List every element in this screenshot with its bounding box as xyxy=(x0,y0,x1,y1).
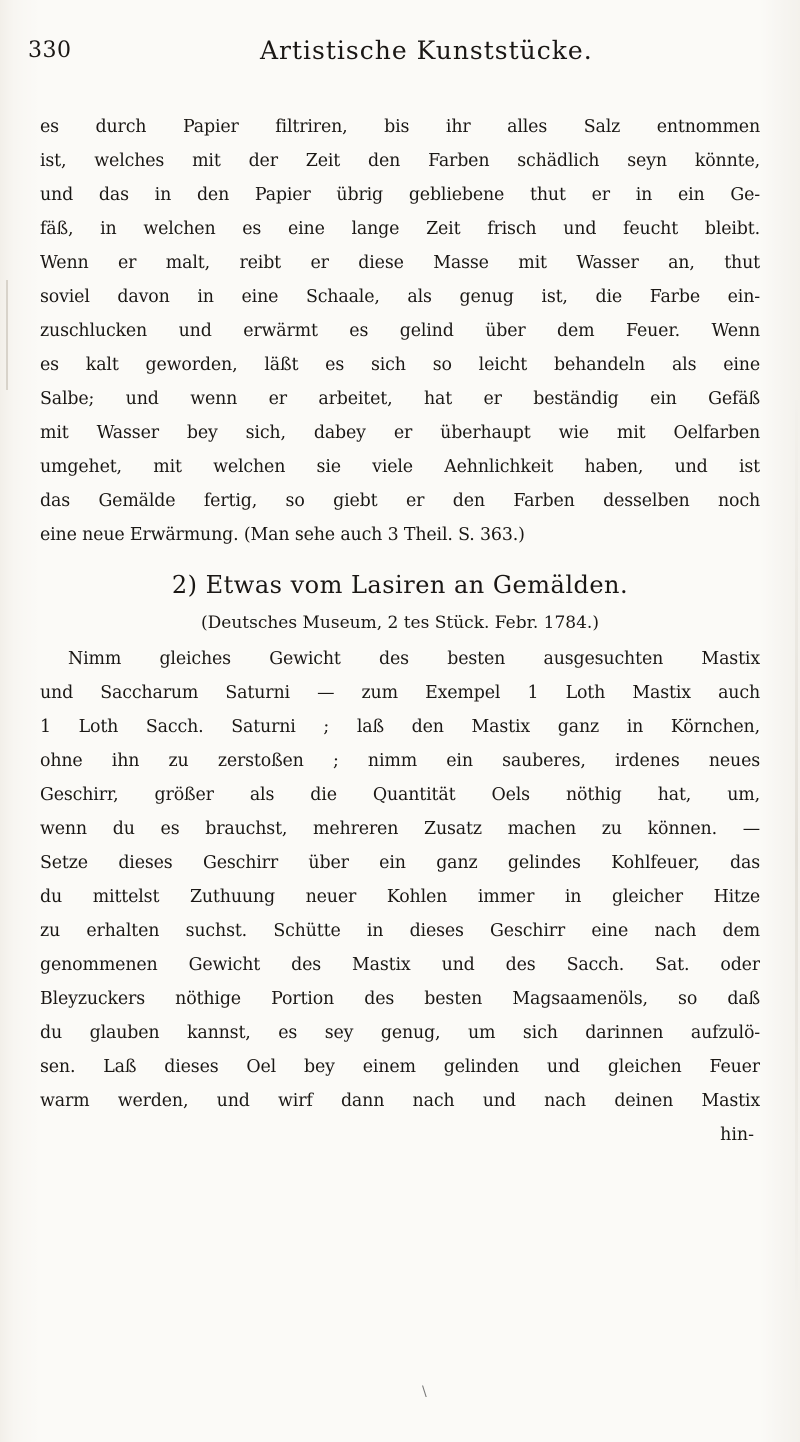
running-title: Artistische Kunststücke. xyxy=(260,36,593,65)
page-number: 330 xyxy=(28,38,72,63)
text-line: Salbe; und wenn er arbeitet, hat er beständig ein Gefäß xyxy=(40,389,760,409)
source-note: (Deutsches Museum, 2 tes Stück. Febr. 1784.) xyxy=(201,613,599,633)
text-line: Geschirr, größer als die Quantität Oels nöthig hat, um, xyxy=(40,785,760,805)
text-line: zuschlucken und erwärmt es gelind über dem Feuer. Wenn xyxy=(40,321,760,341)
text-line: eine neue Erwärmung. (Man sehe auch 3 Theil. S. 363.) xyxy=(40,525,525,545)
text-line: es durch Papier filtriren, bis ihr alles Salz entnommen xyxy=(40,117,760,137)
text-line: zu erhalten suchst. Schütte in dieses Geschirr eine nach dem xyxy=(40,921,760,941)
section-heading: 2) Etwas vom Lasiren an Gemälden. xyxy=(171,571,629,599)
text-line: das Gemälde fertig, so giebt er den Farben desselben noch xyxy=(40,491,760,511)
text-line: fäß, in welchen es eine lange Zeit frisch und feucht bleibt. xyxy=(40,219,760,239)
text-line: es kalt geworden, läßt es sich so leicht behandeln als eine xyxy=(40,355,760,375)
text-line: ist, welches mit der Zeit den Farben schädlich seyn könnte, xyxy=(40,151,760,171)
page-gutter-shadow xyxy=(795,400,798,1300)
print-mark: \ xyxy=(422,1384,427,1400)
text-line: Bleyzuckers nöthige Portion des besten Magsaamenöls, so daß xyxy=(40,989,760,1009)
text-line: du glauben kannst, es sey genug, um sich darinnen aufzulö- xyxy=(40,1023,760,1043)
text-line: 1 Loth Sacch. Saturni ; laß den Mastix ganz in Körnchen, xyxy=(40,717,760,737)
text-line: soviel davon in eine Schaale, als genug ist, die Farbe ein- xyxy=(40,287,760,307)
running-head xyxy=(28,38,768,78)
text-line: genommenen Gewicht des Mastix und des Sacch. Sat. oder xyxy=(40,955,760,975)
text-line: und Saccharum Saturni — zum Exempel 1 Loth Mastix auch xyxy=(40,683,760,703)
page-edge-mark xyxy=(6,280,8,390)
text-line: wenn du es brauchst, mehreren Zusatz machen zu können. — xyxy=(40,819,760,839)
text-line: Setze dieses Geschirr über ein ganz gelindes Kohlfeuer, das xyxy=(40,853,760,873)
text-line: ohne ihn zu zerstoßen ; nimm ein sauberes, irdenes neues xyxy=(40,751,760,771)
text-line: warm werden, und wirf dann nach und nach deinen Mastix xyxy=(40,1091,760,1111)
text-line: und das in den Papier übrig gebliebene thut er in ein Ge- xyxy=(40,185,760,205)
text-line: mit Wasser bey sich, dabey er überhaupt wie mit Oelfarben xyxy=(40,423,760,443)
text-line: Nimm gleiches Gewicht des besten ausgesuchten Mastix xyxy=(68,649,760,669)
text-line: umgehet, mit welchen sie viele Aehnlichkeit haben, und ist xyxy=(40,457,760,477)
text-line: Wenn er malt, reibt er diese Masse mit Wasser an, thut xyxy=(40,253,760,273)
text-line: sen. Laß dieses Oel bey einem gelinden und gleichen Feuer xyxy=(40,1057,760,1077)
text-line: du mittelst Zuthuung neuer Kohlen immer in gleicher Hitze xyxy=(40,887,760,907)
catchword: hin- xyxy=(720,1125,754,1145)
text-block xyxy=(40,110,760,1152)
